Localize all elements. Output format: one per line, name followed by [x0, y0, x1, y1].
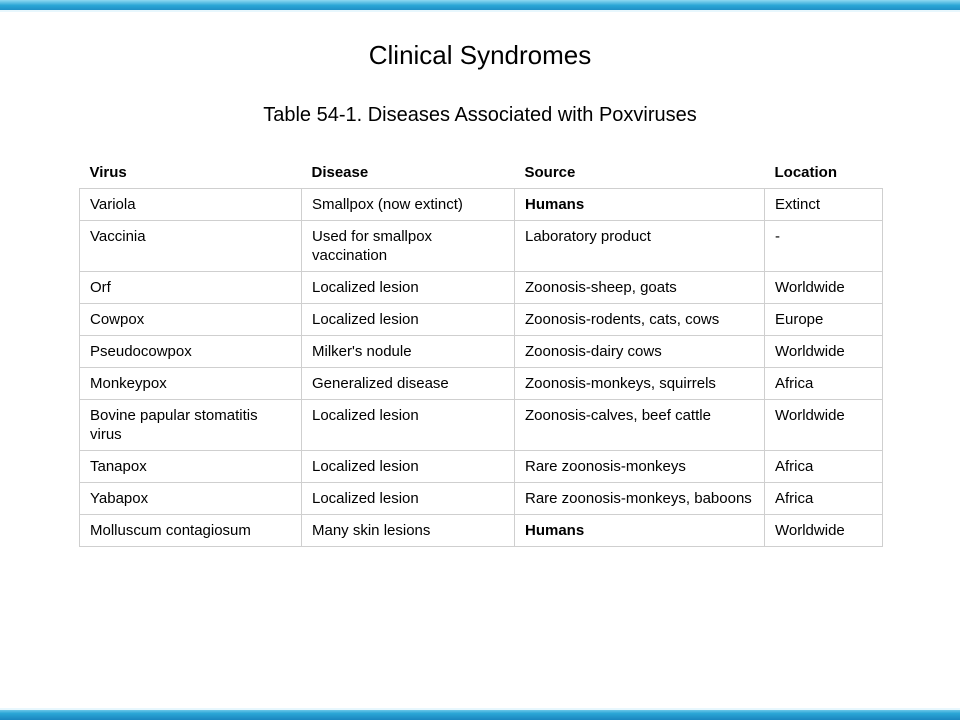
source-cell: Rare zoonosis-monkeys [515, 451, 765, 483]
location-cell: Worldwide [765, 400, 883, 451]
location-cell: Extinct [765, 189, 883, 221]
table-row [80, 221, 883, 272]
location-cell: - [765, 221, 883, 272]
virus-cell: Molluscum contagiosum [80, 515, 302, 547]
virus-cell: Variola [80, 189, 302, 221]
virus-cell: Yabapox [80, 483, 302, 515]
source-cell: Zoonosis-calves, beef cattle [515, 400, 765, 451]
location-cell: Worldwide [765, 336, 883, 368]
table-row [80, 483, 883, 515]
disease-cell: Many skin lesions [302, 515, 515, 547]
virus-cell: Bovine papular stomatitis virus [80, 400, 302, 451]
column-header-location: Location [774, 164, 837, 181]
table-caption: Table 54-1. Diseases Associated with Poxviruses [263, 104, 697, 126]
virus-cell: Orf [80, 272, 302, 304]
source-cell: Humans [515, 189, 765, 221]
location-cell: Africa [765, 368, 883, 400]
source-cell: Rare zoonosis-monkeys, baboons [515, 483, 765, 515]
table-row [80, 272, 883, 304]
table-row [80, 304, 883, 336]
poxvirus-table-container [79, 156, 882, 547]
disease-cell: Used for smallpox vaccination [302, 221, 515, 272]
virus-cell: Tanapox [80, 451, 302, 483]
table-row [80, 451, 883, 483]
table-header-row [80, 156, 883, 189]
location-cell: Worldwide [765, 515, 883, 547]
column-header-virus: Virus [89, 164, 127, 181]
virus-cell: Pseudocowpox [80, 336, 302, 368]
disease-cell: Generalized disease [302, 368, 515, 400]
column-header-disease: Disease [311, 164, 369, 181]
disease-cell: Milker's nodule [302, 336, 515, 368]
location-cell: Worldwide [765, 272, 883, 304]
disease-cell: Localized lesion [302, 400, 515, 451]
table-row [80, 189, 883, 221]
virus-cell: Vaccinia [80, 221, 302, 272]
table-row [80, 515, 883, 547]
source-cell: Zoonosis-monkeys, squirrels [515, 368, 765, 400]
virus-cell: Monkeypox [80, 368, 302, 400]
source-cell: Humans [515, 515, 765, 547]
source-cell: Zoonosis-rodents, cats, cows [515, 304, 765, 336]
table-row [80, 368, 883, 400]
column-header-source: Source [524, 164, 576, 181]
source-cell: Laboratory product [515, 221, 765, 272]
disease-cell: Localized lesion [302, 304, 515, 336]
disease-cell: Localized lesion [302, 272, 515, 304]
location-cell: Europe [765, 304, 883, 336]
disease-cell: Localized lesion [302, 451, 515, 483]
virus-cell: Cowpox [80, 304, 302, 336]
table-row [80, 400, 883, 451]
bottom-accent-bar [0, 708, 960, 720]
disease-cell: Smallpox (now extinct) [302, 189, 515, 221]
disease-cell: Localized lesion [302, 483, 515, 515]
slide-title: Clinical Syndromes [368, 40, 592, 70]
table-row [80, 336, 883, 368]
source-cell: Zoonosis-sheep, goats [515, 272, 765, 304]
location-cell: Africa [765, 483, 883, 515]
source-cell: Zoonosis-dairy cows [515, 336, 765, 368]
top-accent-bar [0, 0, 960, 12]
location-cell: Africa [765, 451, 883, 483]
poxvirus-table [79, 156, 883, 547]
